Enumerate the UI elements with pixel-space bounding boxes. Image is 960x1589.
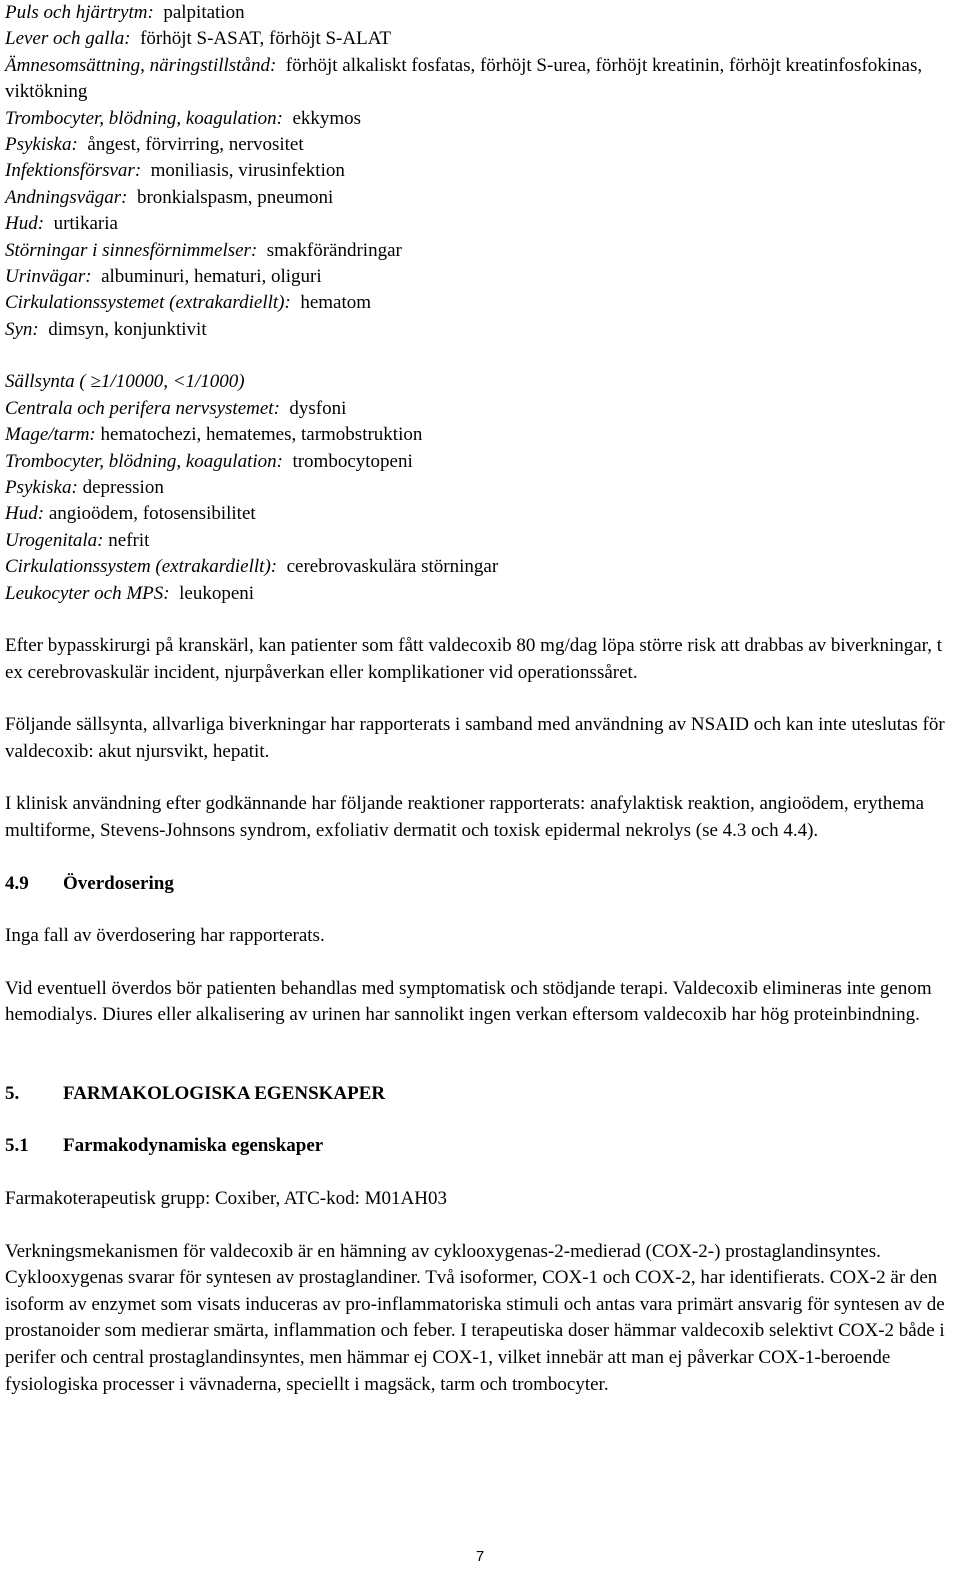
effect-row <box>5 554 955 580</box>
common-effects-list <box>5 0 955 343</box>
effect-category: Cirkulationssystemet (extrakardiellt): <box>5 292 291 314</box>
effect-row <box>5 158 955 184</box>
effect-text: dimsyn, konjunktivit <box>48 318 207 340</box>
section-5-1-heading <box>5 1133 955 1160</box>
effect-text: ekkymos <box>292 107 362 129</box>
section-title: FARMAKOLOGISKA EGENSKAPER <box>63 1082 386 1104</box>
effect-text: leukopeni <box>179 582 255 604</box>
effect-row <box>5 132 955 158</box>
effect-row <box>5 396 955 422</box>
effect-row <box>5 185 955 211</box>
effect-text: angioödem, fotosensibilitet <box>48 503 256 525</box>
effect-category: Centrala och perifera nervsystemet: <box>5 397 280 419</box>
section-number: 4.9 <box>5 872 29 894</box>
effect-row <box>5 0 955 26</box>
page-number: 7 <box>475 1548 485 1565</box>
effect-category: Infektionsförsvar: <box>5 160 142 182</box>
effect-category: Psykiska: <box>5 134 78 156</box>
effect-category: Hud: <box>5 213 45 235</box>
effect-category: Urogenitala: <box>5 529 104 551</box>
document-page <box>5 0 955 1398</box>
effect-category: Hud: <box>5 503 45 525</box>
effect-text: hematom <box>300 292 372 314</box>
mechanism-paragraph: Verkningsmekanismen för valdecoxib är en hämning av cyklooxygenas-2-medierad (COX-2-) prostaglandinsyntes. Cyklooxygenas svarar för syntesen av prostaglandiner. Två isoformer, COX-1 och COX-2, har identifierats. COX-2 är den isoform av enzymet som visats induceras av pro-inflammatoriska stimuli och antas vara primärt ansvarig för syntesen av de prostanoider som medierar smärta, inflammation och feber. I terapeutiska doser hämmar valdecoxib selektivt COX-2 både i perifer och central prostaglandinsyntes, men hämmar ej COX-1, vilket innebär att man ej påverkar COX-1-beroende fysiologiska processer i vävnaderna, speciellt i magsäck, tarm och trombocyter. <box>5 1240 945 1395</box>
effect-category: Puls och hjärtrytm: <box>5 2 154 23</box>
effect-text: depression <box>82 476 164 498</box>
effect-row <box>5 422 955 448</box>
effect-category: Mage/tarm: <box>5 424 96 446</box>
effect-text: bronkialspasm, pneumoni <box>136 186 334 208</box>
overdose-paragraph-2: Vid eventuell överdos bör patienten behandlas med symptomatisk och stödjande terapi. Valdecoxib elimineras inte genom hemodialys. Diures eller alkalisering av urinen har sannolikt ingen verkan eftersom valdecoxib har hög proteinbindning. <box>5 977 932 1026</box>
effect-category: Störningar i sinnesförnimmelser: <box>5 239 258 261</box>
effect-row <box>5 317 955 343</box>
effect-row <box>5 449 955 475</box>
effect-category: Andningsvägar: <box>5 186 128 208</box>
effect-row <box>5 264 955 290</box>
effect-row <box>5 290 955 316</box>
effect-category: Urinvägar: <box>5 266 92 288</box>
post-marketing-paragraph: I klinisk användning efter godkännande har följande reaktioner rapporterats: anafylaktisk reaktion, angioödem, erythema multiforme, Stevens-Johnsons syndrom, exfoliativ dermatit och toxisk epidermal nekrolys (se 4.3 och 4.4). <box>5 793 925 841</box>
effect-category: Psykiska: <box>5 476 78 498</box>
section-number: 5. <box>5 1082 20 1104</box>
effect-category: Lever och galla: <box>5 28 131 50</box>
effect-category: Ämnesomsättning, näringstillstånd: <box>5 54 277 76</box>
effect-text: hematochezi, hematemes, tarmobstruktion <box>100 424 423 446</box>
effect-text: palpitation <box>163 2 245 23</box>
effect-text: förhöjt S-ASAT, förhöjt S-ALAT <box>140 28 391 50</box>
effect-category: Trombocyter, blödning, koagulation: <box>5 450 283 472</box>
section-5-heading <box>5 1081 955 1108</box>
effect-text: moniliasis, virusinfektion <box>150 160 345 182</box>
rare-effects-list <box>5 369 955 607</box>
effect-text: ångest, förvirring, nervositet <box>87 134 304 156</box>
section-title: Överdosering <box>63 872 174 894</box>
effect-text: trombocytopeni <box>292 450 413 472</box>
effect-row <box>5 238 955 264</box>
overdose-paragraph-1: Inga fall av överdosering har rapporterats. <box>5 925 325 947</box>
effect-row <box>5 211 955 237</box>
effect-row <box>5 581 955 607</box>
section-number: 5.1 <box>5 1135 29 1157</box>
effect-text: urtikaria <box>53 213 118 235</box>
effect-row <box>5 475 955 501</box>
effect-row <box>5 528 955 554</box>
effect-category: Trombocyter, blödning, koagulation: <box>5 107 283 129</box>
effect-text: albuminuri, hematuri, oliguri <box>101 266 322 288</box>
effect-text: förhöjt alkaliskt fosfatas, förhöjt S-urea, förhöjt kreatinin, förhöjt kreatinfosfokinas, viktökning <box>5 54 923 103</box>
effect-text: dysfoni <box>289 397 347 419</box>
rare-serious-paragraph: Följande sällsynta, allvarliga biverkningar har rapporterats i samband med användning av NSAID och kan inte uteslutas för valdecoxib: akut njursvikt, hepatit. <box>5 714 945 762</box>
rare-frequency-heading: Sällsynta ( ≥1/10000, <1/1000) <box>5 371 245 393</box>
effect-row <box>5 26 955 52</box>
effect-text: cerebrovaskulära störningar <box>286 556 499 578</box>
effect-category: Leukocyter och MPS: <box>5 582 170 604</box>
effect-row <box>5 53 955 106</box>
effect-category: Syn: <box>5 318 39 340</box>
section-4-9-heading <box>5 871 955 898</box>
bypass-paragraph: Efter bypasskirurgi på kranskärl, kan patienter som fått valdecoxib 80 mg/dag löpa större risk att drabbas av biverkningar, t ex cerebrovaskulär incident, njurpåverkan eller komplikationer vid operationssåret. <box>5 634 943 683</box>
effect-text: nefrit <box>108 529 150 551</box>
atc-paragraph: Farmakoterapeutisk grupp: Coxiber, ATC-kod: M01AH03 <box>5 1188 447 1210</box>
section-title: Farmakodynamiska egenskaper <box>63 1135 324 1157</box>
effect-category: Cirkulationssystem (extrakardiellt): <box>5 556 278 578</box>
effect-row <box>5 106 955 132</box>
effect-text: smakförändringar <box>266 239 402 261</box>
effect-row <box>5 501 955 527</box>
